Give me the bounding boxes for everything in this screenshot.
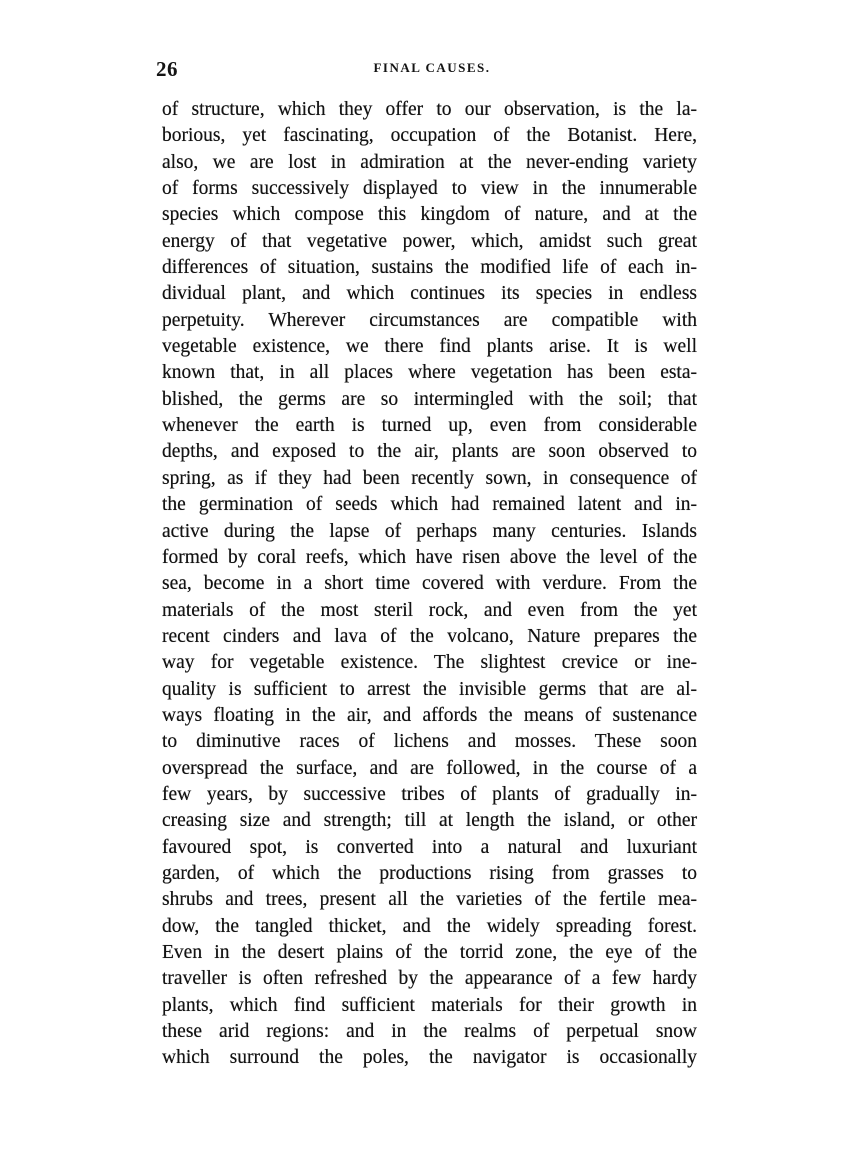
text-line: sea, become in a short time covered with verdure. From the	[162, 573, 697, 595]
text-line: energy of that vegetative power, which, amidst such great	[162, 230, 697, 252]
text-line: perpetuity. Wherever circumstances are compatible with	[162, 309, 697, 331]
text-line: spring, as if they had been recently sown, in consequence of	[162, 467, 697, 489]
text-line: blished, the germs are so intermingled with the soil; that	[162, 388, 697, 410]
text-line: differences of situation, sustains the modified life of each in-	[162, 257, 697, 279]
text-line: depths, and exposed to the air, plants are soon observed to	[162, 441, 697, 463]
text-line: active during the lapse of perhaps many centuries. Islands	[162, 520, 697, 542]
text-line: recent cinders and lava of the volcano, Nature prepares the	[162, 625, 697, 647]
text-line: dividual plant, and which continues its species in endless	[162, 283, 697, 305]
text-line: garden, of which the productions rising from grasses to	[162, 862, 697, 884]
text-line: these arid regions: and in the realms of perpetual snow	[162, 1021, 697, 1043]
text-line: formed by coral reefs, which have risen above the level of the	[162, 546, 697, 568]
text-line: Even in the desert plains of the torrid zone, the eye of the	[162, 942, 697, 963]
text-line: borious, yet fascinating, occupation of the Botanist. Here,	[162, 125, 697, 147]
body-text	[162, 97, 697, 1072]
text-line: materials of the most steril rock, and even from the yet	[162, 599, 697, 621]
text-line: way for vegetable existence. The slightest crevice or ine-	[162, 652, 697, 674]
text-line: of forms successively displayed to view in the innumerable	[162, 178, 697, 200]
text-line: favoured spot, is converted into a natural and luxuriant	[162, 836, 697, 858]
text-line: also, we are lost in admiration at the never-ending variety	[162, 151, 697, 173]
text-line: plants, which find sufficient materials for their growth in	[162, 994, 697, 1016]
text-line: which surround the poles, the navigator is occasionally	[162, 1047, 697, 1069]
text-line: whenever the earth is turned up, even from considerable	[162, 415, 697, 437]
running-title: FINAL CAUSES.	[373, 60, 491, 75]
text-line: known that, in all places where vegetation has been esta-	[162, 362, 697, 384]
text-line: of structure, which they offer to our observation, is the la-	[162, 99, 697, 120]
text-line: the germination of seeds which had remained latent and in-	[162, 494, 697, 516]
text-line: shrubs and trees, present all the varieties of the fertile mea-	[162, 889, 697, 911]
text-line: to diminutive races of lichens and mosses. These soon	[162, 731, 697, 753]
text-line: quality is sufficient to arrest the invisible germs that are al-	[162, 678, 697, 700]
text-line: ways floating in the air, and affords the means of sustenance	[162, 704, 697, 726]
text-line: dow, the tangled thicket, and the widely spreading forest.	[162, 915, 697, 937]
text-line: creasing size and strength; till at length the island, or other	[162, 810, 697, 832]
text-line: species which compose this kingdom of nature, and at the	[162, 204, 697, 226]
text-line: few years, by successive tribes of plants of gradually in-	[162, 783, 697, 805]
page-number: 26	[156, 57, 178, 81]
text-line: traveller is often refreshed by the appearance of a few hardy	[162, 968, 697, 990]
text-line: vegetable existence, we there find plants arise. It is well	[162, 336, 697, 358]
running-head	[156, 57, 708, 83]
text-line: overspread the surface, and are followed, in the course of a	[162, 757, 697, 779]
